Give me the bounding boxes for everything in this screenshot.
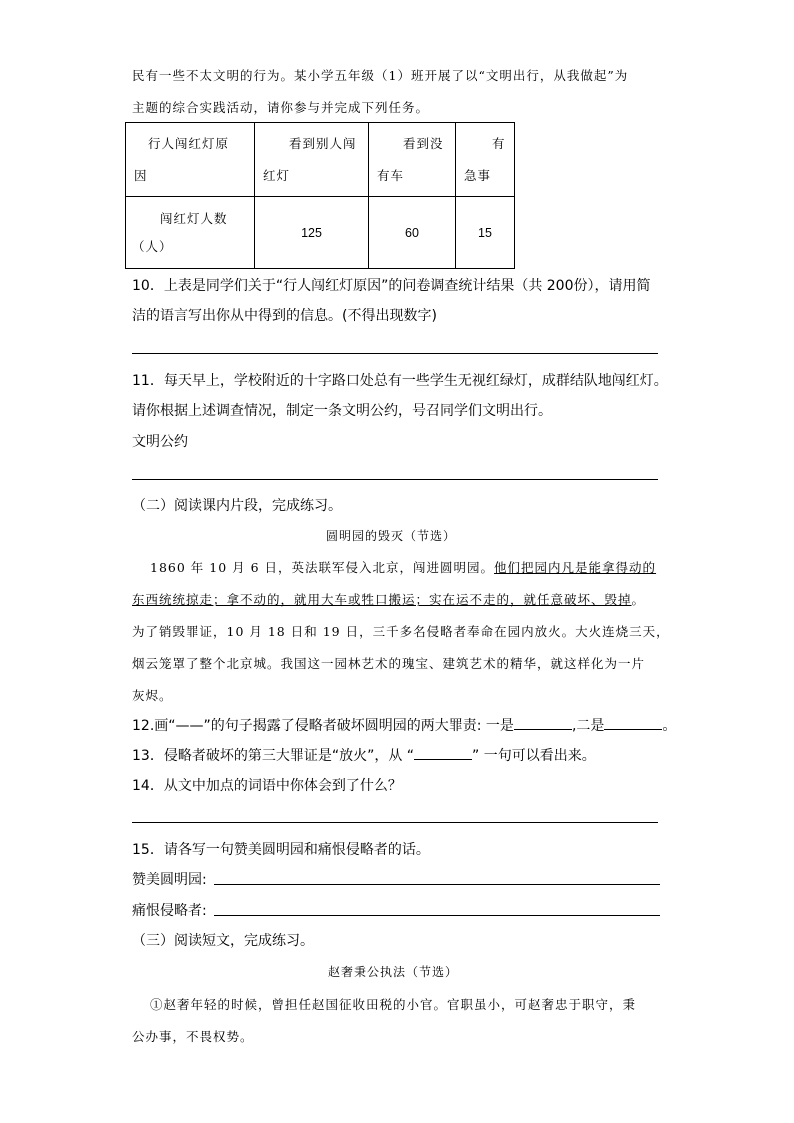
header-cell-reason [126, 123, 255, 197]
para-line1-underlined: 他们把园内凡是能拿得动的 [494, 560, 657, 575]
header-cell-others [255, 123, 369, 197]
header-cell-nocar [369, 123, 456, 197]
q10-line-1: 10．上表是同学们关于“行人闯红灯原因”的问卷调查统计结果（共 200份），请用简 [132, 278, 651, 294]
header-others-line1: 看到别人闯 [289, 135, 357, 151]
section3-title: 赵奢秉公执法（节选） [328, 965, 459, 979]
section2-para-line2 [132, 590, 645, 610]
q10-line-2: 洁的语言写出你从中得到的信息。(不得出现数字) [132, 308, 437, 324]
para-line2-end: 。 [631, 592, 646, 607]
q13-text-b: ” 一句可以看出来。 [472, 748, 596, 764]
q13-blank[interactable] [414, 745, 472, 760]
q12-blank-2[interactable] [604, 715, 662, 730]
q13 [132, 745, 596, 766]
q15-praise-label: 赞美圆明园: [132, 872, 207, 888]
q13-text-a: 13．侵略者破坏的第三大罪证是“放火”，从 “ [132, 748, 415, 764]
section2-para-line3: 为了销毁罪证，10 月 18 日和 19 日，三千多名侵略者奉命在园内放火。大火连烧三天， [132, 624, 670, 639]
q10-answer-line[interactable] [132, 353, 658, 354]
header-urgent-line1: 有 [492, 135, 506, 151]
section3-para-line2: 公办事，不畏权势。 [132, 1029, 254, 1044]
header-reason-line2: 因 [134, 167, 148, 183]
section2-para-line1 [150, 558, 656, 578]
q14: 14．从文中加点的词语中你体会到了什么？ [132, 778, 402, 794]
row-label-line1: 闯红灯人数 [160, 210, 228, 226]
header-nocar-line1: 看到没 [403, 135, 444, 151]
q12 [132, 715, 676, 736]
row-label-line2: （人） [132, 238, 173, 254]
intro-line-1: 民有一些不太文明的行为。某小学五年级（1）班开展了以“文明出行，从我做起”为 [132, 68, 629, 83]
section3-heading: （三）阅读短文，完成练习。 [132, 933, 314, 949]
header-reason-line1: 行人闯红灯原 [148, 135, 230, 151]
q15-hate-answer-line[interactable] [214, 915, 660, 916]
value-cell-nocar: 60 [369, 197, 456, 269]
section2-heading: （二）阅读课内片段，完成练习。 [132, 498, 342, 514]
para-line1-plain: 1860 年 10 月 6 日，英法联军侵入北京，闯进圆明园。 [150, 560, 495, 575]
header-cell-urgent [456, 123, 515, 197]
section3-para-line1: ①赵奢年轻的时候，曾担任赵国征收田税的小官。官职虽小，可赵奢忠于职守，秉 [150, 997, 637, 1012]
row-label-cell [126, 197, 255, 269]
header-others-line2: 红灯 [263, 167, 291, 183]
q11-line-2: 请你根据上述调查情况，制定一条文明公约，号召同学们文明出行。 [132, 403, 552, 419]
intro-line-2: 主题的综合实践活动，请你参与并完成下列任务。 [132, 100, 430, 115]
header-nocar-line2: 有车 [377, 167, 405, 183]
q11-answer-line[interactable] [132, 479, 658, 480]
q12-text-a: 12.画“——”的句子揭露了侵略者破坏圆明园的两大罪责: 一是 [132, 718, 514, 734]
section2-para-line4: 烟云笼罩了整个北京城。我国这一园林艺术的瑰宝、建筑艺术的精华，就这样化为一片 [132, 656, 646, 671]
survey-table [125, 122, 515, 269]
para-line2-underlined: 东西统统掠走；拿不动的，就用大车或牲口搬运；实在运不走的，就任意破坏、毁掉 [132, 592, 632, 607]
section2-para-line5: 灰烬。 [132, 688, 173, 703]
q12-text-c: 。 [662, 718, 677, 734]
q12-blank-1[interactable] [514, 715, 572, 730]
q15-line-1: 15．请各写一句赞美圆明园和痛恨侵略者的话。 [132, 842, 430, 858]
q15-praise-answer-line[interactable] [214, 884, 660, 885]
q11-label: 文明公约 [132, 434, 188, 450]
q11-line-1: 11．每天早上，学校附近的十字路口处总有一些学生无视红绿灯，成群结队地闯红灯。 [132, 373, 668, 389]
q15-hate-label: 痛恨侵略者: [132, 903, 207, 919]
value-cell-others: 125 [255, 197, 369, 269]
section2-title: 圆明园的毁灭（节选） [326, 529, 457, 543]
header-urgent-line2: 急事 [464, 167, 492, 183]
value-cell-urgent: 15 [456, 197, 515, 269]
q12-text-b: ,二是 [571, 718, 605, 734]
q14-answer-line[interactable] [132, 822, 658, 823]
